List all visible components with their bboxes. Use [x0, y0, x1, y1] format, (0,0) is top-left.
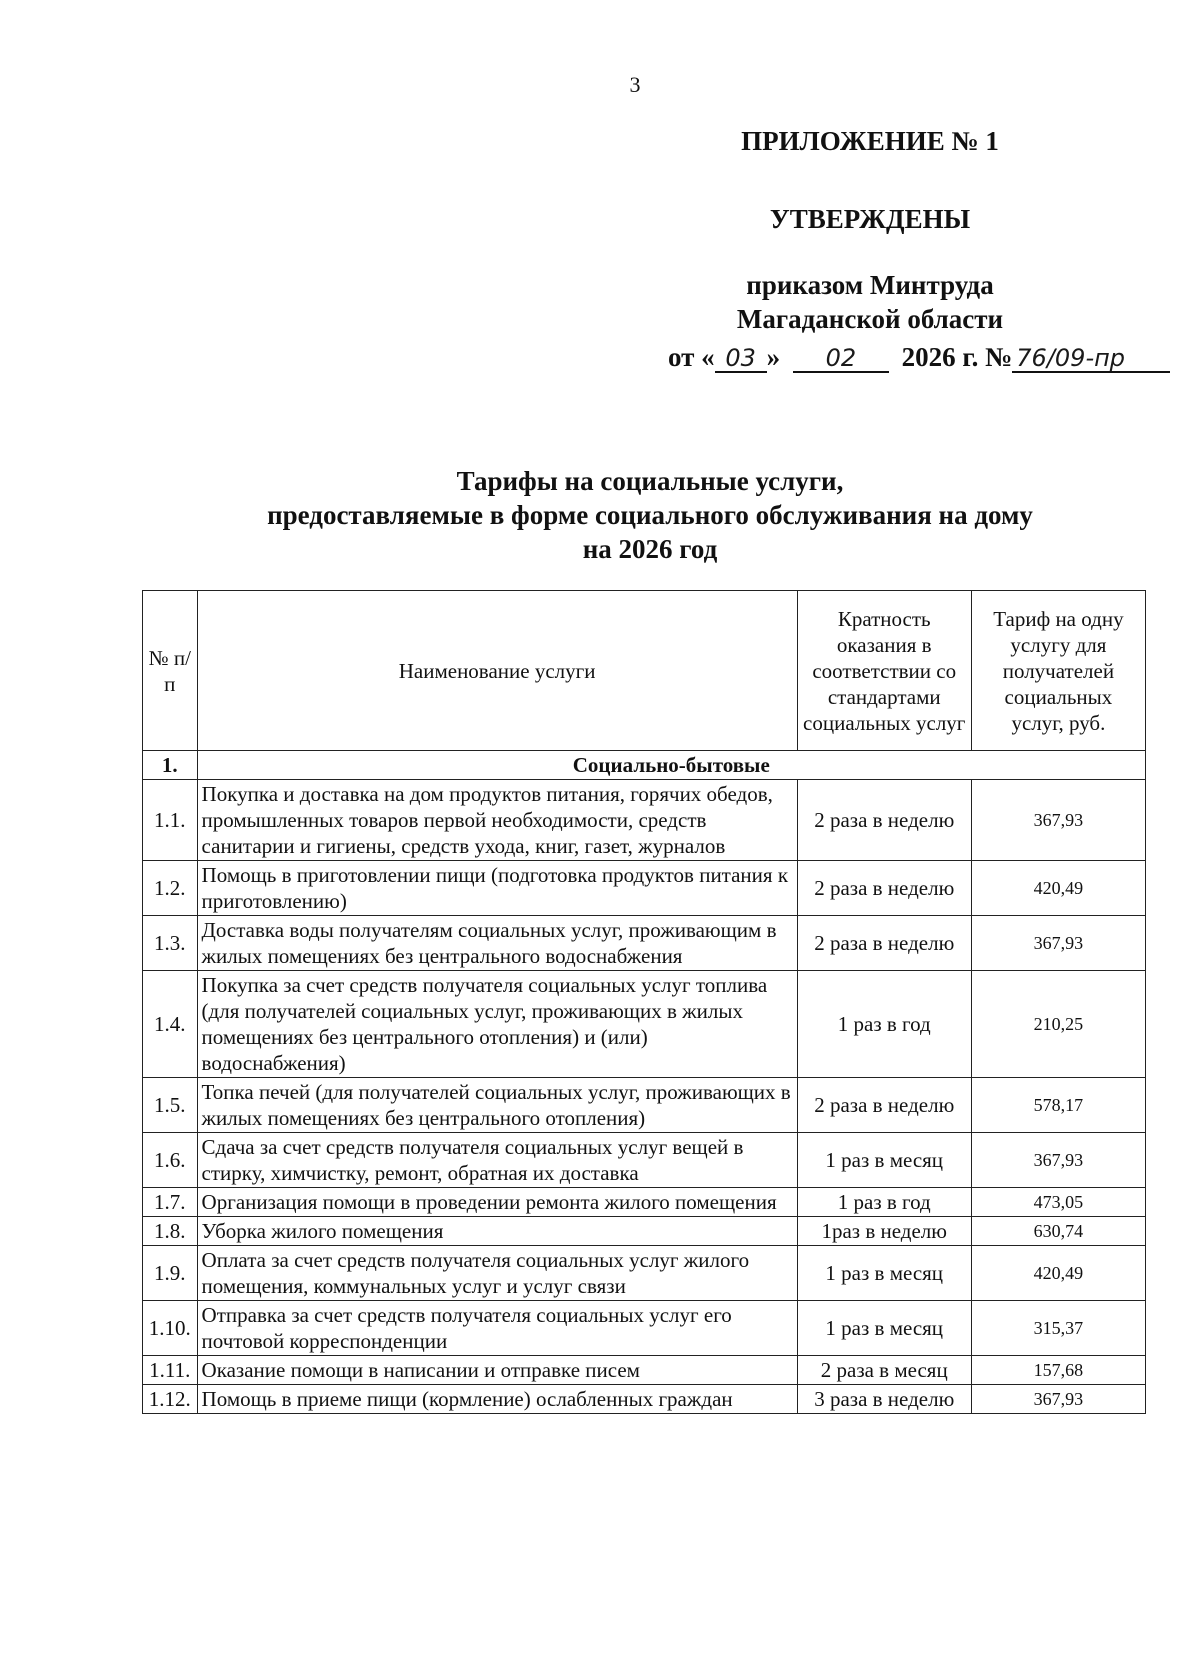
- row-frequency: 2 раза в неделю: [797, 861, 971, 916]
- row-service-name: Уборка жилого помещения: [197, 1217, 797, 1246]
- title-line3: на 2026 год: [582, 534, 718, 564]
- table-row: [143, 1301, 1146, 1356]
- page-number: 3: [629, 72, 641, 97]
- order-date-line: [668, 342, 1138, 373]
- row-frequency: 1 раз в месяц: [797, 1246, 971, 1301]
- approved-heading: УТВЕРЖДЕНЫ: [769, 204, 971, 234]
- table-header-row: [143, 591, 1146, 751]
- row-service-name: Топка печей (для получателей социальных услуг, проживающих в жилых помещениях без центрального отопления): [197, 1078, 797, 1133]
- row-num: 1.8.: [143, 1217, 198, 1246]
- header-num: № п/п: [143, 591, 198, 751]
- row-num: 1.4.: [143, 971, 198, 1078]
- row-num: 1.5.: [143, 1078, 198, 1133]
- table-row: [143, 861, 1146, 916]
- section-title: Социально-бытовые: [197, 751, 1145, 780]
- row-service-name: Сдача за счет средств получателя социальных услуг вещей в стирку, химчистку, ремонт, обратная их доставка: [197, 1133, 797, 1188]
- row-frequency: 2 раза в неделю: [797, 1078, 971, 1133]
- date-year: 2026 г. №: [901, 342, 1013, 372]
- order-issuer: [680, 268, 1060, 336]
- row-tariff: 578,17: [971, 1078, 1145, 1133]
- row-num: 1.12.: [143, 1385, 198, 1414]
- table-row: [143, 1385, 1146, 1414]
- row-frequency: 2 раза в неделю: [797, 780, 971, 861]
- row-frequency: 1раз в неделю: [797, 1217, 971, 1246]
- table-row: [143, 971, 1146, 1078]
- row-frequency: 3 раза в неделю: [797, 1385, 971, 1414]
- row-tariff: 367,93: [971, 780, 1145, 861]
- handwritten-month: 02: [793, 345, 889, 373]
- header-tariff: Тариф на одну услугу для получателей социальных услуг, руб.: [971, 591, 1145, 751]
- appendix-heading: ПРИЛОЖЕНИЕ № 1: [741, 126, 999, 156]
- date-prefix: от «: [668, 342, 715, 372]
- table-row: [143, 780, 1146, 861]
- table-row: [143, 1356, 1146, 1385]
- row-service-name: Покупка за счет средств получателя социальных услуг топлива (для получателей социальных услуг, проживающих в жилых помещениях без центрального отопления) и (или) водоснабжения): [197, 971, 797, 1078]
- row-num: 1.10.: [143, 1301, 198, 1356]
- row-tariff: 367,93: [971, 1133, 1145, 1188]
- table-row: [143, 1133, 1146, 1188]
- row-frequency: 2 раза в месяц: [797, 1356, 971, 1385]
- table-row: [143, 1188, 1146, 1217]
- row-service-name: Помощь в приготовлении пищи (подготовка продуктов питания к приготовлению): [197, 861, 797, 916]
- header-frequency: Кратность оказания в соответствии со стандартами социальных услуг: [797, 591, 971, 751]
- row-tariff: 473,05: [971, 1188, 1145, 1217]
- row-num: 1.6.: [143, 1133, 198, 1188]
- row-num: 1.1.: [143, 780, 198, 861]
- row-service-name: Доставка воды получателям социальных услуг, проживающим в жилых помещениях без центрального водоснабжения: [197, 916, 797, 971]
- row-tariff: 420,49: [971, 1246, 1145, 1301]
- row-service-name: Оплата за счет средств получателя социальных услуг жилого помещения, коммунальных услуг и услуг связи: [197, 1246, 797, 1301]
- row-service-name: Оказание помощи в написании и отправке писем: [197, 1356, 797, 1385]
- row-frequency: 2 раза в неделю: [797, 916, 971, 971]
- row-frequency: 1 раз в месяц: [797, 1133, 971, 1188]
- table-row: [143, 916, 1146, 971]
- row-tariff: 420,49: [971, 861, 1145, 916]
- row-service-name: Покупка и доставка на дом продуктов питания, горячих обедов, промышленных товаров первой необходимости, средств санитарии и гигиены, средств ухода, книг, газет, журналов: [197, 780, 797, 861]
- row-num: 1.2.: [143, 861, 198, 916]
- section-row: [143, 751, 1146, 780]
- row-num: 1.11.: [143, 1356, 198, 1385]
- row-tariff: 367,93: [971, 916, 1145, 971]
- row-frequency: 1 раз в месяц: [797, 1301, 971, 1356]
- row-frequency: 1 раз в год: [797, 971, 971, 1078]
- row-service-name: Отправка за счет средств получателя социальных услуг его почтовой корреспонденции: [197, 1301, 797, 1356]
- row-tariff: 315,37: [971, 1301, 1145, 1356]
- row-tariff: 157,68: [971, 1356, 1145, 1385]
- section-num: 1.: [143, 751, 198, 780]
- row-num: 1.7.: [143, 1188, 198, 1217]
- row-service-name: Организация помощи в проведении ремонта жилого помещения: [197, 1188, 797, 1217]
- handwritten-day: 03: [715, 345, 767, 373]
- row-service-name: Помощь в приеме пищи (кормление) ослабленных граждан: [197, 1385, 797, 1414]
- title-line1: Тарифы на социальные услуги,: [456, 466, 844, 496]
- handwritten-order-number: 76/09-пр: [1012, 345, 1170, 373]
- row-tariff: 630,74: [971, 1217, 1145, 1246]
- date-day-suffix: »: [766, 342, 781, 372]
- tariffs-table: [142, 590, 1146, 1414]
- row-tariff: 210,25: [971, 971, 1145, 1078]
- row-num: 1.3.: [143, 916, 198, 971]
- row-frequency: 1 раз в год: [797, 1188, 971, 1217]
- row-tariff: 367,93: [971, 1385, 1145, 1414]
- header-name: Наименование услуги: [197, 591, 797, 751]
- document-title: [180, 464, 1120, 566]
- title-line2: предоставляемые в форме социального обслуживания на дому: [267, 500, 1033, 530]
- order-issuer-line2: Магаданской области: [736, 304, 1004, 334]
- order-issuer-line1: приказом Минтруда: [746, 270, 994, 300]
- table-row: [143, 1078, 1146, 1133]
- table-row: [143, 1246, 1146, 1301]
- table-row: [143, 1217, 1146, 1246]
- row-num: 1.9.: [143, 1246, 198, 1301]
